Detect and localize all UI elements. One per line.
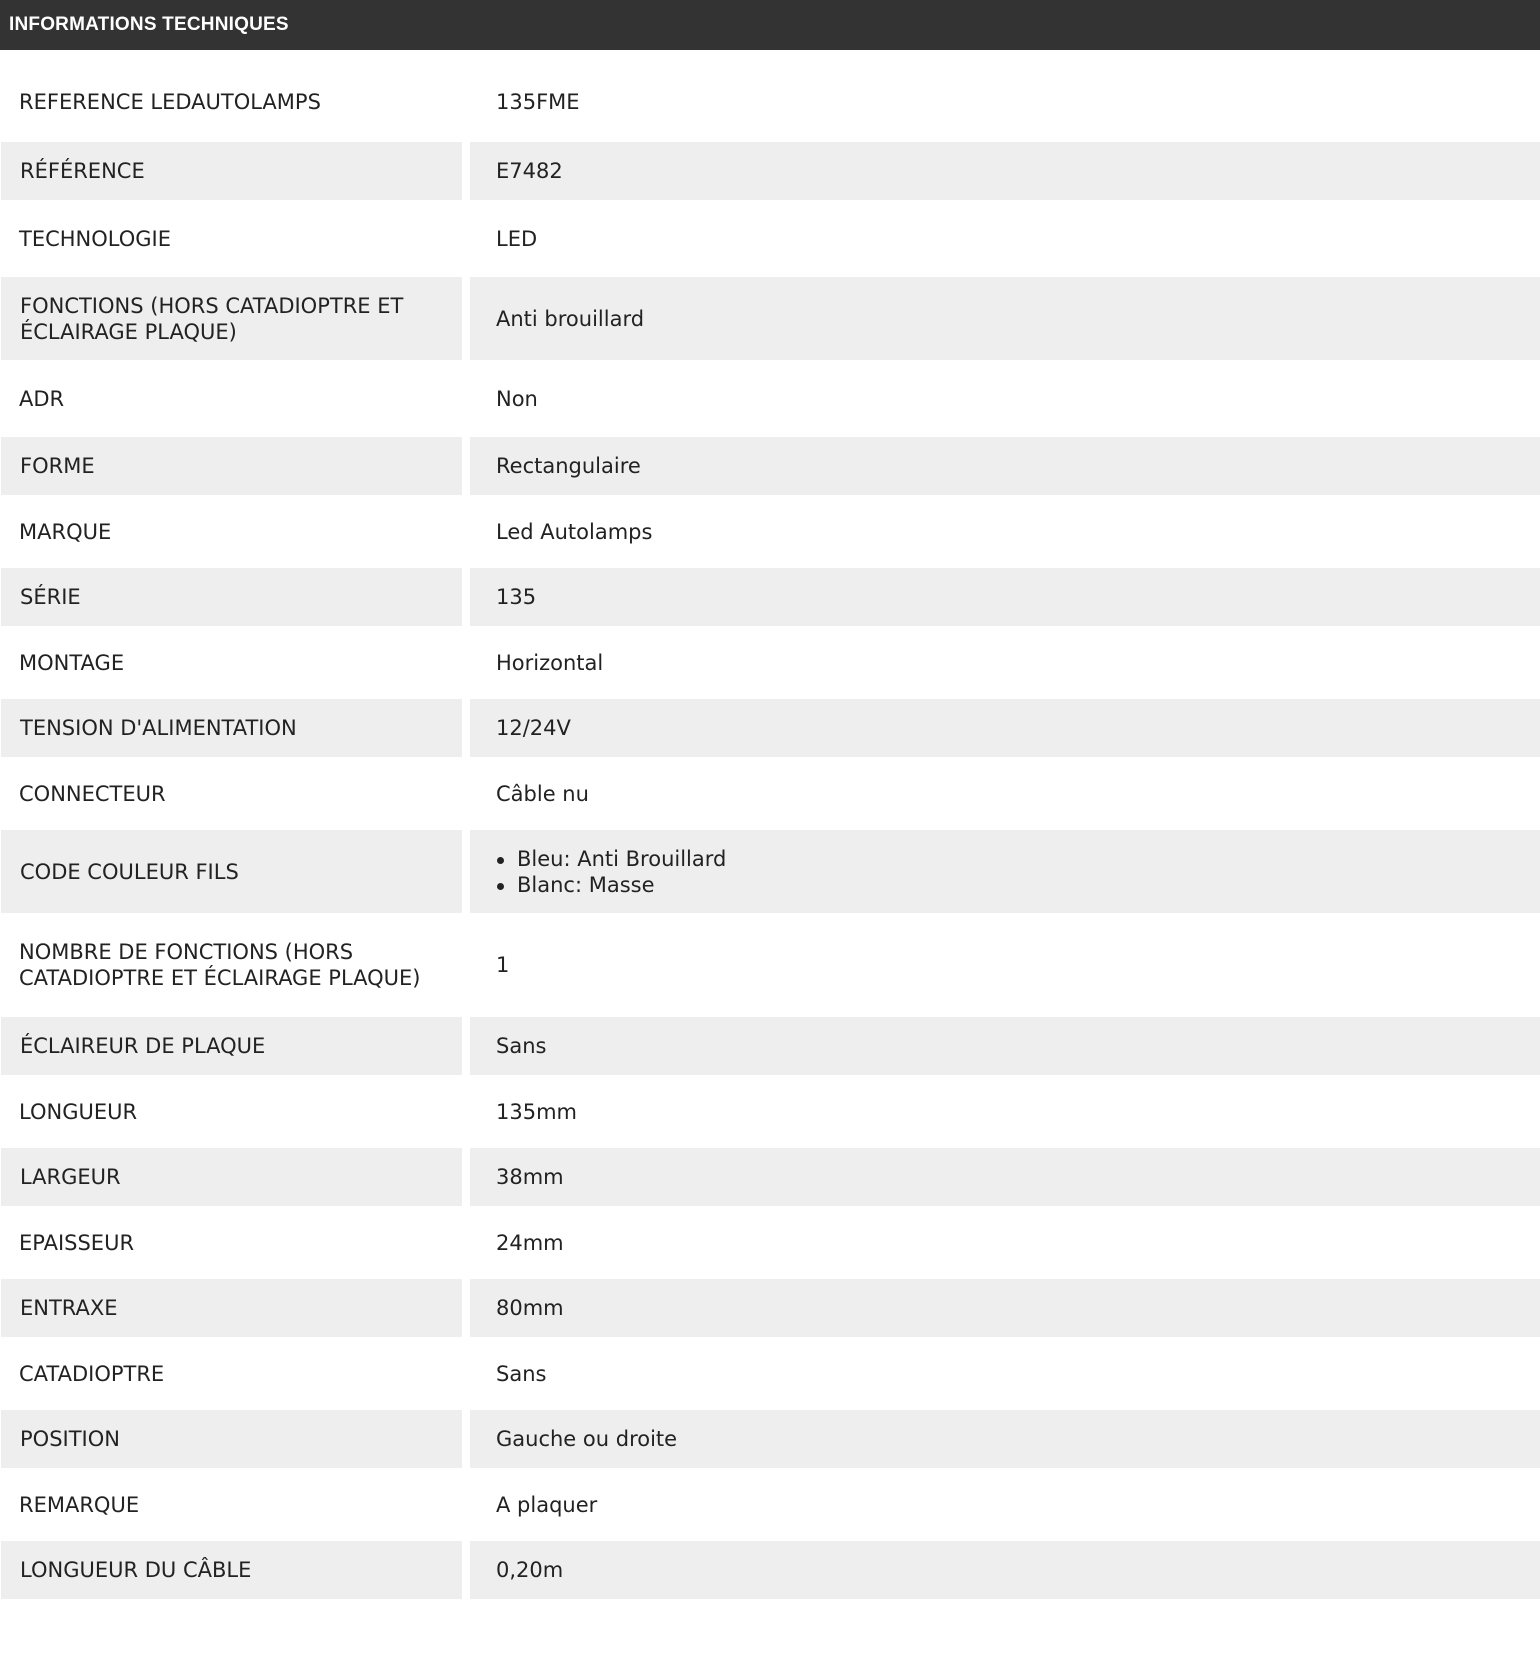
list-item: Blanc: Masse bbox=[496, 872, 726, 898]
spec-row-remarque bbox=[0, 1468, 1540, 1541]
spec-row-tension bbox=[0, 699, 1540, 757]
spec-value: 80mm bbox=[462, 1279, 1540, 1337]
spec-value: Rectangulaire bbox=[462, 437, 1540, 495]
spec-label: FORME bbox=[0, 437, 462, 495]
spec-label: CODE COULEUR FILS bbox=[0, 830, 462, 913]
spec-label: CONNECTEUR bbox=[19, 781, 166, 806]
spec-row-montage bbox=[0, 626, 1540, 699]
spec-label: MARQUE bbox=[19, 519, 112, 544]
spec-row-entraxe bbox=[0, 1279, 1540, 1337]
spec-label: RÉFÉRENCE bbox=[0, 142, 462, 200]
spec-value: 38mm bbox=[462, 1148, 1540, 1206]
spec-value: 135FME bbox=[462, 50, 1540, 142]
spec-value bbox=[462, 830, 1540, 913]
spec-label: NOMBRE DE FONCTIONS (HORS CATADIOPTRE ET ÉCLAIRAGE PLAQUE) bbox=[19, 940, 421, 990]
spec-row-adr bbox=[0, 360, 1540, 437]
spec-label: REMARQUE bbox=[19, 1492, 140, 1517]
spec-table bbox=[0, 50, 1540, 1599]
spec-label: POSITION bbox=[0, 1410, 462, 1468]
spec-row-longueur bbox=[0, 1075, 1540, 1148]
spec-label: TECHNOLOGIE bbox=[19, 226, 172, 251]
spec-row-longueur-cable bbox=[0, 1541, 1540, 1599]
spec-value: 24mm bbox=[462, 1206, 1540, 1279]
section-header bbox=[0, 0, 1540, 50]
spec-row-serie bbox=[0, 568, 1540, 626]
section-title: INFORMATIONS TECHNIQUES bbox=[9, 14, 289, 35]
spec-label: CATADIOPTRE bbox=[19, 1361, 165, 1386]
spec-value: Led Autolamps bbox=[462, 495, 1540, 568]
spec-label: LONGUEUR bbox=[19, 1099, 138, 1124]
spec-label: EPAISSEUR bbox=[19, 1230, 135, 1255]
spec-label: FONCTIONS (HORS CATADIOPTRE ET ÉCLAIRAGE PLAQUE) bbox=[0, 277, 462, 360]
spec-value: 12/24V bbox=[462, 699, 1540, 757]
spec-value: Anti brouillard bbox=[462, 277, 1540, 360]
spec-label: ADR bbox=[19, 386, 65, 411]
spec-value: Horizontal bbox=[462, 626, 1540, 699]
spec-label: SÉRIE bbox=[0, 568, 462, 626]
spec-label: ÉCLAIREUR DE PLAQUE bbox=[0, 1017, 462, 1075]
spec-value: A plaquer bbox=[462, 1468, 1540, 1541]
spec-label: REFERENCE LEDAUTOLAMPS bbox=[19, 90, 321, 114]
spec-value: Gauche ou droite bbox=[462, 1410, 1540, 1468]
spec-row-largeur bbox=[0, 1148, 1540, 1206]
spec-label: ENTRAXE bbox=[0, 1279, 462, 1337]
spec-value: E7482 bbox=[462, 142, 1540, 200]
spec-row-position bbox=[0, 1410, 1540, 1468]
spec-row-eclaireur-plaque bbox=[0, 1017, 1540, 1075]
spec-row-catadioptre bbox=[0, 1337, 1540, 1410]
spec-row-forme bbox=[0, 437, 1540, 495]
spec-row-code-couleur-fils bbox=[0, 830, 1540, 913]
spec-label: MONTAGE bbox=[19, 650, 125, 675]
spec-value: Câble nu bbox=[462, 757, 1540, 830]
spec-value: 1 bbox=[462, 913, 1540, 1017]
spec-row-marque bbox=[0, 495, 1540, 568]
spec-value: 135 bbox=[462, 568, 1540, 626]
spec-row-reference bbox=[0, 142, 1540, 200]
spec-value: 135mm bbox=[462, 1075, 1540, 1148]
list-item: Bleu: Anti Brouillard bbox=[496, 846, 726, 872]
spec-row-epaisseur bbox=[0, 1206, 1540, 1279]
spec-label: LARGEUR bbox=[0, 1148, 462, 1206]
spec-label: LONGUEUR DU CÂBLE bbox=[0, 1541, 462, 1599]
spec-row-fonctions bbox=[0, 277, 1540, 360]
wire-color-list bbox=[496, 846, 726, 898]
spec-row-technologie bbox=[0, 200, 1540, 277]
spec-label: TENSION D'ALIMENTATION bbox=[0, 699, 462, 757]
spec-row-connecteur bbox=[0, 757, 1540, 830]
spec-value: Sans bbox=[462, 1337, 1540, 1410]
spec-row-reference-ledautolamps bbox=[0, 50, 1540, 142]
spec-value: 0,20m bbox=[462, 1541, 1540, 1599]
spec-value: Non bbox=[462, 360, 1540, 437]
spec-value: Sans bbox=[462, 1017, 1540, 1075]
spec-row-nombre-fonctions bbox=[0, 913, 1540, 1017]
spec-value: LED bbox=[462, 200, 1540, 277]
